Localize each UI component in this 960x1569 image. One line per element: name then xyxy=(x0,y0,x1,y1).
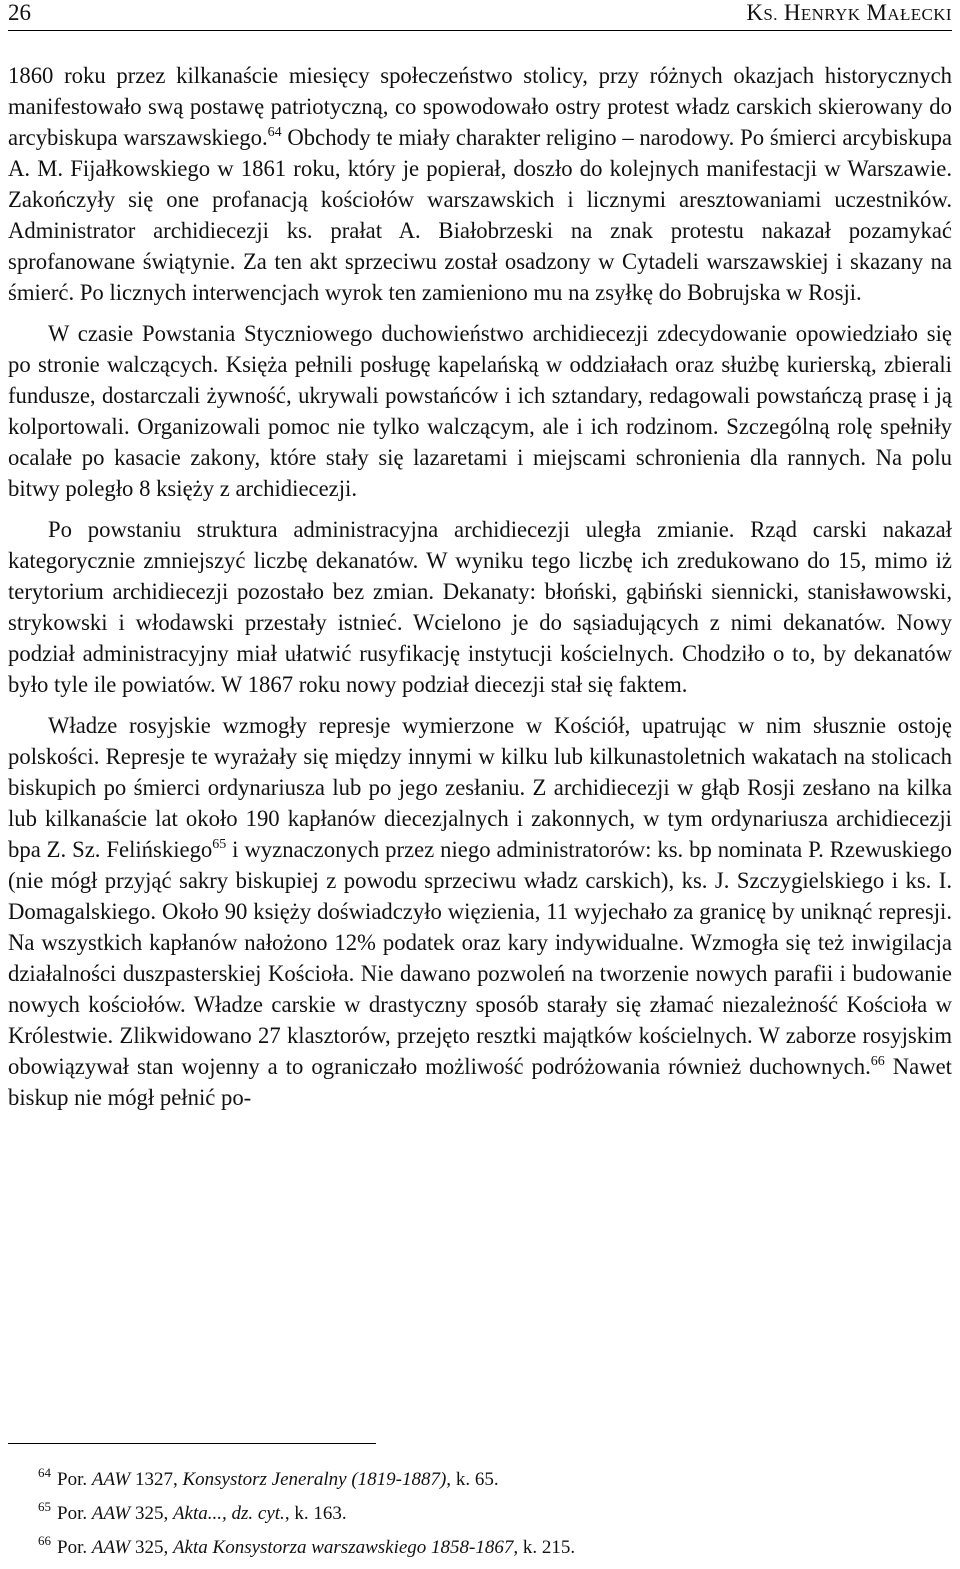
page-header xyxy=(8,0,952,31)
paragraph-4: Władze rosyjskie wzmogły represje wymierzone w Kościół, upatrując w nim słusznie ostoję polskości. Represje te wyrażały się między innymi w kilku lub kilkunastoletnich wakatach na stolicach biskupich po śmierci ordynariusza lub po jego zesłaniu. Z archidiecezji w głąb Rosji zesłano na kilka lub kilkanaście lat około 190 kapłanów diecezjalnych i zakonnych, w tym ordynariusza archidiecezji bpa Z. Sz. Felińskiego$^{65}$ i wyznaczonych przez niego administratorów: ks. bp nominata P. Rzewuskiego (nie mógł przyjąć sakry biskupiej z powodu sprzeciwu władz carskich), ks. J. Szczygielskiego i ks. I. Domagalskiego. Około 90 księży doświadczyło więzienia, 11 wyjechało za granicę by uniknąć represji. Na wszystkich kapłanów nałożono 12% podatek oraz kary indywidualne. Wzmogła się też inwigilacja działalności duszpasterskiej Kościoła. Nie dawano pozwoleń na tworzenie nowych parafii i budowanie nowych kościołów. Władze carskie w drastyczny sposób starały się złamać niezależność Kościoła w Królestwie. Zlikwidowano 27 klasztorów, przejęto resztki majątków kościelnych. W zaborze rosyjskim obowiązywał stan wojenny a to ograniczało możliwość podróżowania również duchownych.$^{66}$ Nawet biskup nie mógł pełnić po- xyxy=(8,713,952,1110)
paragraph-3: Po powstaniu struktura administracyjna archidiecezji uległa zmianie. Rząd carski nakazał kategorycznie zmniejszyć liczbę dekanatów. W wyniku tego liczbę ich zredukowano do 15, mimo iż terytorium archidiecezji pozostało bez zmian. Dekanaty: błoński, gąbiński siennicki, stanisławowski, strykowski i włodawski przestały istnieć. Wcielono je do sąsiadujących z nimi dekanatów. Nowy podział administracyjny miał ułatwić rusyfikację instytucji kościelnych. Chodziło o to, by dekanatów było tyle ile powiatów. W 1867 roku nowy podział diecezji stał się faktem. xyxy=(8,517,952,697)
footnote-divider xyxy=(8,1443,376,1444)
footnote-66: $^{66}$ Por. AAW 325, Akta Konsystorza warszawskiego 1858-1867, k. 215. xyxy=(38,1533,576,1558)
footnote-ref-66[interactable]: 66 xyxy=(870,1054,885,1069)
footnotes xyxy=(38,1463,952,1565)
footnote-ref-65[interactable]: 65 xyxy=(212,837,227,852)
paragraph-1: 1860 roku przez kilkanaście miesięcy społeczeństwo stolicy, przy różnych okazjach historycznych manifestowało swą postawę patriotyczną, co spowodowało ostry protest władz carskich skierowany do arcybiskupa warszawskiego.$^{64}$ Obchody te miały charakter religino – narodowy. Po śmierci arcybiskupa A. M. Fijałkowskiego w 1861 roku, który je popierał, doszło do kolejnych manifestacji w Warszawie. Zakończyły się one profanacją kościołów warszawskich i licznymi aresztowaniami uczestników. Administrator archidiecezji ks. prałat A. Białobrzeski na znak protestu nakazał pozamykać sprofanowane świątynie. Za ten akt sprzeciwu został osadzony w Cytadeli warszawskiej i skazany na śmierć. Po licznych interwencjach wyrok ten zamieniono mu na zsyłkę do Bobrujska w Rosji. xyxy=(8,63,952,305)
footnote-65: $^{65}$ Por. AAW 325, Akta..., dz. cyt., k. 163. xyxy=(38,1499,347,1524)
footnote-ref-64[interactable]: 64 xyxy=(267,125,282,140)
page-number: 26 xyxy=(8,0,31,25)
body-text xyxy=(8,60,952,1123)
footnote-64: $^{64}$ Por. AAW 1327, Konsystorz Jeneralny (1819-1887), k. 65. xyxy=(38,1465,499,1490)
running-head: KS. HENRYK MAŁECKI xyxy=(746,0,952,25)
paragraph-2: W czasie Powstania Styczniowego duchowieństwo archidiecezji zdecydowanie opowiedziało się po stronie walczących. Księża pełnili posługę kapelańską w oddziałach oraz służbę kurierską, zbierali fundusze, dostarczali żywność, ukrywali powstańców i ich sztandary, redagowali powstańczą prasę i ją kolportowali. Organizowali pomoc nie tylko walczącym, ale i ich rodzinom. Szczególną rolę spełniły ocalałe po kasacie zakony, które stały się lazaretami i miejscami schronienia dla rannych. Na polu bitwy poległo 8 księży z archidiecezji. xyxy=(8,321,952,501)
